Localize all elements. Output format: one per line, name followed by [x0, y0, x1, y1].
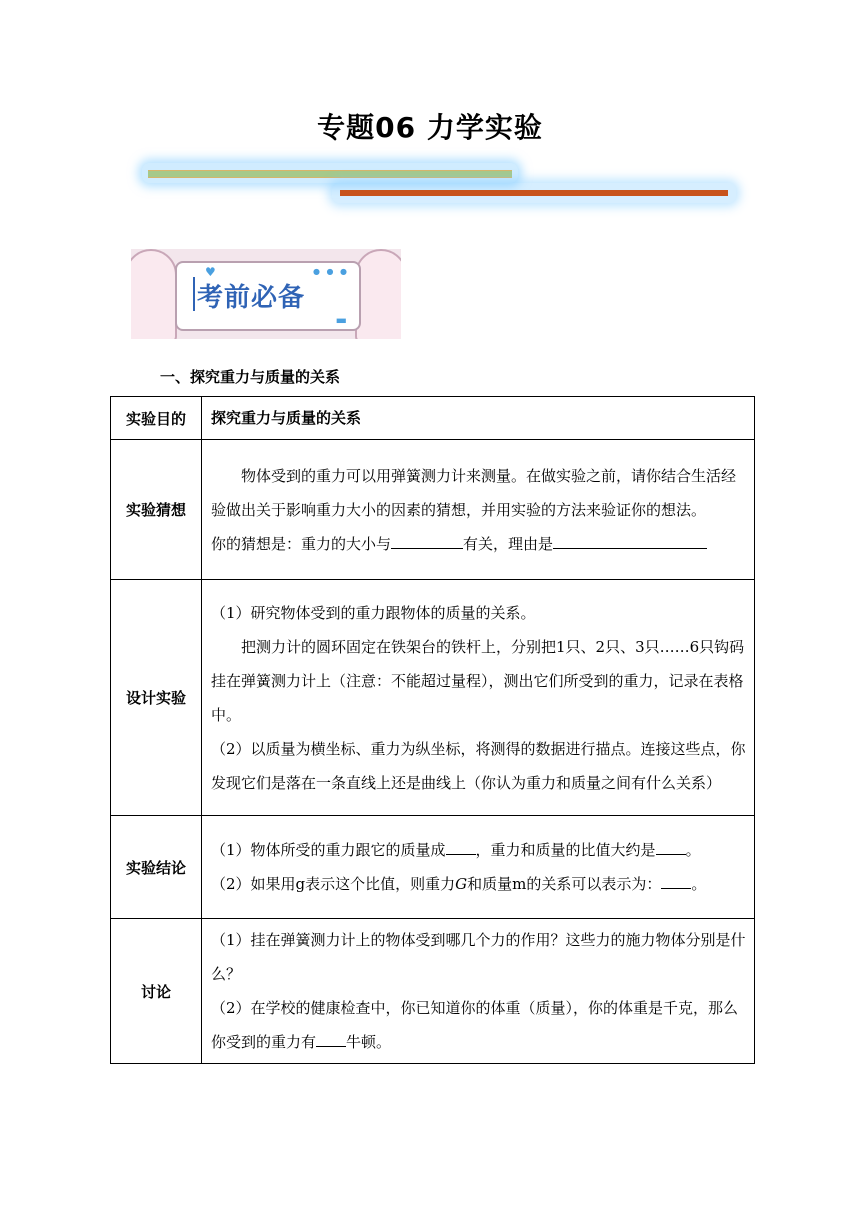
- conclusion-relation-blank[interactable]: [446, 840, 476, 855]
- discussion-content: [202, 919, 755, 1064]
- section-heading: 一、探究重力与质量的关系: [160, 368, 341, 386]
- label-design: 设计实验: [111, 580, 202, 816]
- hypothesis-content: [202, 440, 755, 580]
- conclusion-content: [202, 816, 755, 919]
- table-row-hypothesis: [111, 440, 755, 580]
- right-hand-illustration: [355, 249, 401, 339]
- design-content: [202, 580, 755, 816]
- conclusion-2-text-b: 和质量m的关系可以表示为：: [467, 875, 662, 893]
- conclusion-2: [211, 867, 746, 901]
- conclusion-1: [211, 833, 746, 867]
- dots-icon: ● ● ●: [312, 267, 349, 276]
- design-procedure: 把测力计的圆环固定在铁架台的铁杆上，分别把1只、2只、3只……6只钩码挂在弹簧测力计上（注意：不能超过量程），测出它们所受到的重力，记录在表格中。: [211, 637, 745, 724]
- hypothesis-reason-blank[interactable]: [553, 534, 707, 549]
- banner-text: 考前必备: [197, 283, 306, 313]
- label-hypothesis: 实验猜想: [111, 440, 202, 580]
- hypothesis-factor-blank[interactable]: [391, 534, 463, 549]
- table-row-discussion: [111, 919, 755, 1064]
- hypothesis-paragraph: 物体受到的重力可以用弹簧测力计来测量。在做实验之前，请你结合生活经验做出关于影响重力大小的因素的猜想，并用实验的方法来验证你的想法。: [211, 466, 737, 519]
- heart-icon: ♥: [205, 265, 216, 279]
- conclusion-1-text-a: （1）物体所受的重力跟它的质量成: [211, 841, 446, 859]
- conclusion-2-text-a: （2）如果用g表示这个比值，则重力: [211, 875, 456, 893]
- discussion-1: （1）挂在弹簧测力计上的物体受到哪几个力的作用？这些力的施力物体分别是什么？: [211, 931, 746, 983]
- table-row-aim: [111, 397, 755, 440]
- hypothesis-reason-prompt: 有关，理由是: [463, 534, 554, 553]
- design-step-2: （2）以质量为横坐标、重力为纵坐标，将测得的数据进行描点。连接这些点，你发现它们是落在一条直线上还是曲线上（你认为重力和质量之间有什么关系）: [211, 739, 746, 792]
- conclusion-1-text-c: 。: [685, 841, 701, 859]
- phone-screen-illustration: [175, 261, 361, 331]
- conclusion-formula-blank[interactable]: [661, 874, 691, 889]
- hypothesis-prompt: 你的猜想是：重力的大小与: [211, 534, 392, 553]
- discussion-2-text-b: 牛顿。: [346, 1033, 392, 1051]
- discussion-2-text-a: （2）在学校的健康检查中，你已知道你的体重（质量），你的体重是千克，那么你受到的重力有: [211, 999, 739, 1051]
- label-aim: 实验目的: [111, 397, 202, 440]
- title-underline-bottom: [332, 183, 736, 203]
- text-cursor: [193, 277, 195, 311]
- conclusion-ratio-blank[interactable]: [656, 840, 686, 855]
- design-step-1: （1）研究物体受到的重力跟物体的质量的关系。: [211, 603, 536, 622]
- hypothesis-answer-line: [211, 527, 746, 561]
- label-discussion: 讨论: [111, 919, 202, 1064]
- symbol-G: G: [455, 875, 468, 893]
- exam-prep-banner: [131, 249, 401, 339]
- left-hand-illustration: [131, 249, 177, 339]
- conclusion-1-text-b: ，重力和质量的比值大约是: [475, 841, 656, 859]
- aim-text: 探究重力与质量的关系: [202, 397, 755, 440]
- discussion-gravity-blank[interactable]: [316, 1032, 346, 1047]
- conclusion-2-text-c: 。: [691, 875, 707, 893]
- page-title: 专题06 力学实验: [317, 111, 543, 144]
- chat-bubble-icon: ▬: [335, 313, 347, 327]
- table-row-conclusion: [111, 816, 755, 919]
- title-underline-top: [142, 163, 518, 183]
- discussion-2: [211, 991, 746, 1059]
- experiment-table: [110, 396, 755, 1064]
- table-row-design: [111, 580, 755, 816]
- label-conclusion: 实验结论: [111, 816, 202, 919]
